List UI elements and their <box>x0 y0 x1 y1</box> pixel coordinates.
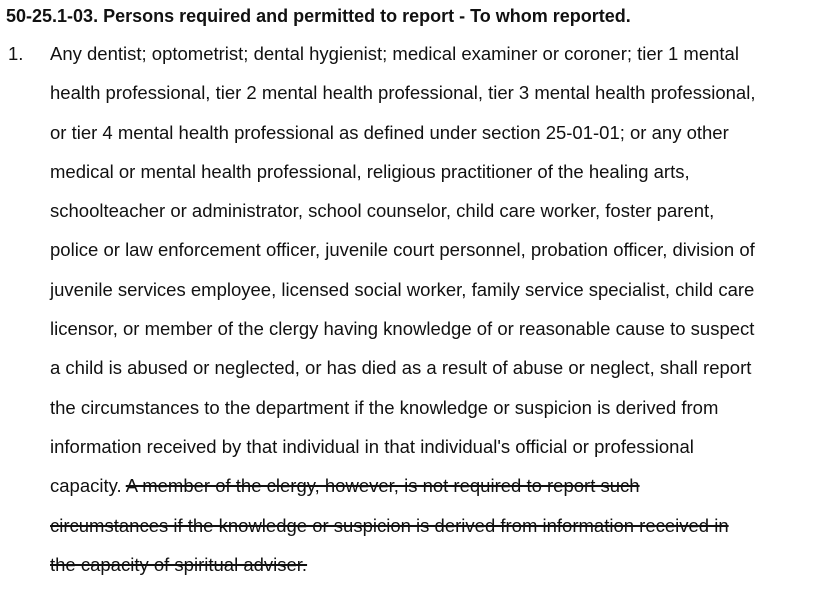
struck-text-line: the capacity of spiritual adviser. <box>50 553 308 575</box>
text-line: Any dentist; optometrist; dental hygienist; medical examiner or coroner; tier 1 mental <box>50 43 739 64</box>
text-line: the circumstances to the department if the knowledge or suspicion is derived from <box>50 396 719 418</box>
text-line: police or law enforcement officer, juvenile court personnel, probation officer, division of <box>50 239 755 261</box>
struck-text: A member of the clergy, however, is not required to report such <box>125 475 640 497</box>
text-line: juvenile services employee, licensed social worker, family service specialist, child care <box>50 278 755 300</box>
section-heading: 50-25.1-03. Persons required and permitted to report - To whom reported. <box>6 6 631 26</box>
text-line: medical or mental health professional, religious practitioner of the healing arts, <box>50 160 690 182</box>
kept-text: capacity. <box>50 475 122 497</box>
text-line-mixed <box>50 473 840 499</box>
struck-text-line: circumstances if the knowledge or suspicion is derived from information received in <box>50 514 729 536</box>
text-line: information received by that individual in that individual's official or professional <box>50 435 694 457</box>
text-line: or tier 4 mental health professional as defined under section 25-01-01; or any other <box>50 121 729 143</box>
text-line: schoolteacher or administrator, school counselor, child care worker, foster parent, <box>50 200 715 222</box>
text-line: health professional, tier 2 mental health professional, tier 3 mental health professional, <box>50 82 756 104</box>
text-line: licensor, or member of the clergy having knowledge of or reasonable cause to suspect <box>50 318 755 340</box>
item-body <box>50 41 840 591</box>
text-line: a child is abused or neglected, or has died as a result of abuse or neglect, shall report <box>50 357 752 379</box>
item-number: 1. <box>8 43 24 64</box>
